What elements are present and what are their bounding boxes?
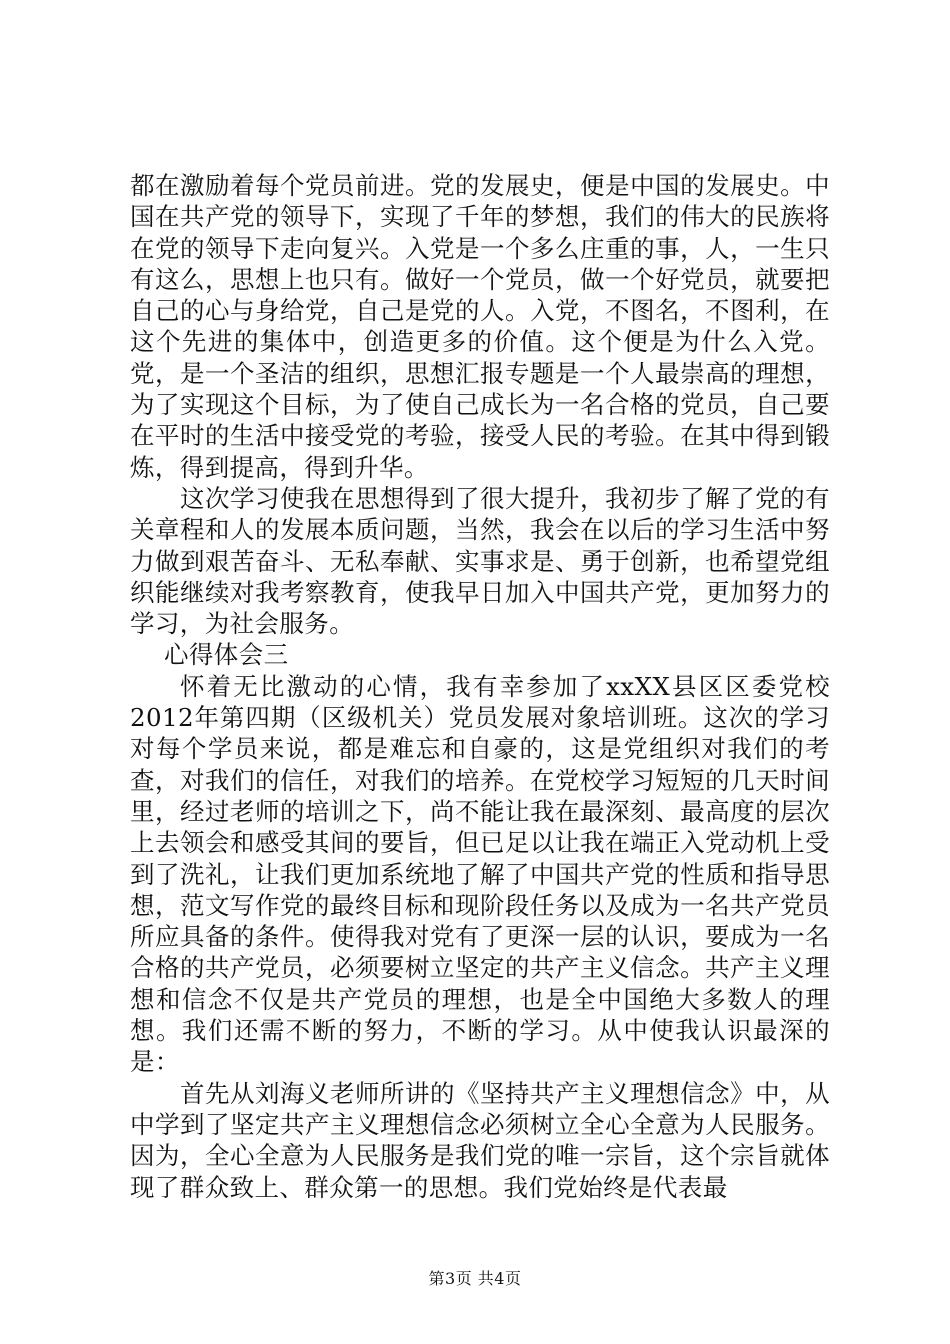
section-heading: 心得体会三 [164,640,289,670]
page-footer: 第3页 共4页 [428,1269,522,1288]
paragraph-continuation: 都在激励着每个党员前进。党的发展史，便是中国的发展史。中国在共产党的领导下，实现了千年的梦想，我们的伟大的民族将在党的领导下走向复兴。入党是一个多么庄重的事，人，一生只有这么，思想上也只有。做好一个党员，做一个好党员，就要把自己的心与身给党，自己是党的人。入党，不图名，不图利，在这个先进的集体中，创造更多的价值。这个便是为什么入党。党，是一个圣洁的组织，思想汇报专题是一个人最崇高的理想，为了实现这个目标，为了使自己成长为一名合格的党员，自己要在平时的生活中接受党的考验，接受人民的考验。在其中得到锻炼，得到提高，得到升华。 [130,171,830,482]
paragraph-training-class: 怀着无比激动的心情，我有幸参加了xxXX县区区委党校2012年第四期（区级机关）党员发展对象培训班。这次的学习对每个学员来说，都是难忘和自豪的，这是党组织对我们的考查，对我们的信任，对我们的培养。在党校学习短短的几天时间里，经过老师的培训之下，尚不能让我在最深刻、最高度的层次上去领会和感受其间的要旨，但已足以让我在端正入党动机上受到了洗礼，让我们更加系统地了解了中国共产党的性质和指导思想，范文写作党的最终目标和现阶段任务以及成为一名共产党员所应具备的条件。使得我对党有了更深一层的认识，要成为一名合格的共产党员，必须要树立坚定的共产主义信念。共产主义理想和信念不仅是共产党员的理想，也是全中国绝大多数人的理想。我们还需不断的努力，不断的学习。从中使我认识最深的是： [130,671,830,1077]
paragraph-study-reflection: 这次学习使我在思想得到了很大提升，我初步了解了党的有关章程和人的发展本质问题，当然，我会在以后的学习生活中努力做到艰苦奋斗、无私奉献、实事求是、勇于创新，也希望党组织能继续对我考察教育，使我早日加入中国共产党，更加努力的学习，为社会服务。 [130,483,830,639]
document-body [130,170,830,1203]
paragraph-first-lesson: 首先从刘海义老师所讲的《坚持共产主义理想信念》中，从中学到了坚定共产主义理想信念必须树立全心全意为人民服务。因为，全心全意为人民服务是我们党的唯一宗旨，这个宗旨就体现了群众致上、群众第一的思想。我们党始终是代表最 [130,1078,830,1202]
